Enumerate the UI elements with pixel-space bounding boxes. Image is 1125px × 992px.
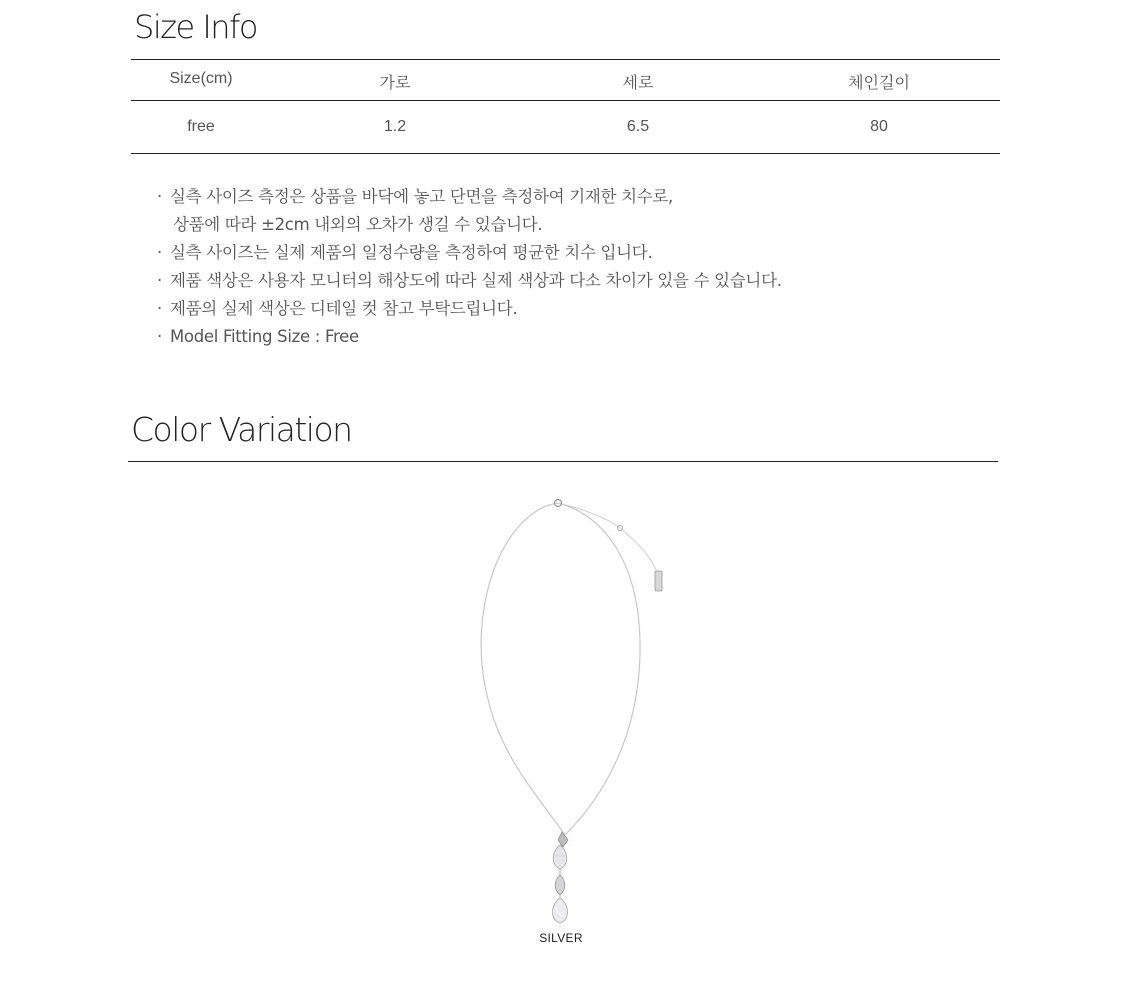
note-text: 제품의 실제 색상은 디테일 컷 참고 부탁드립니다. [170,299,518,318]
necklace-illustration [470,495,670,925]
crystal-drop-top [553,845,567,869]
bullet-dot: · [157,327,162,346]
note-text: 상품에 따라 ±2cm 내외의 오차가 생길 수 있습니다. [173,215,543,234]
note-item [157,295,782,323]
crystal-drop-middle [555,875,565,895]
note-text: 실측 사이즈 측정은 상품을 바닥에 놓고 단면을 측정하여 기재한 치수로, [170,187,673,206]
header-height: 세로 [622,75,654,92]
cell-chain-length: 80 [870,118,888,135]
bullet-dot: · [157,299,162,318]
extender-chain [558,503,658,575]
table-top-rule [131,59,1000,60]
extender-tag [655,571,662,591]
note-item [157,323,782,351]
note-text: 실측 사이즈는 실제 제품의 일정수량을 측정하여 평균한 치수 입니다. [170,243,653,262]
bullet-dot: · [157,243,162,262]
header-chain-length: 체인길이 [848,75,910,92]
necklace-chain [481,503,565,835]
necklace-image [470,495,670,925]
header-size-cm: Size(cm) [169,70,233,87]
table-bottom-rule [131,153,1000,154]
size-info-heading: Size Info [134,8,257,46]
table-header-rule [131,100,1000,101]
header-width: 가로 [379,75,411,92]
cell-height: 6.5 [626,118,650,135]
note-item [157,211,782,239]
color-variation-heading: Color Variation [131,410,352,449]
cell-size: free [187,118,215,135]
necklace-chain [558,503,640,835]
size-notes [157,183,782,351]
note-item [157,239,782,267]
note-item [157,267,782,295]
note-item [157,183,782,211]
crystal-drop-bottom [553,898,568,923]
note-text: 제품 색상은 사용자 모니터의 해상도에 따라 실제 색상과 다소 차이가 있을 수 있습니다. [170,271,782,290]
note-text: Model Fitting Size : Free [170,327,359,346]
color-variation-rule [128,461,998,462]
bullet-dot: · [157,271,162,290]
variant-label-silver: SILVER [539,931,583,945]
bullet-dot: · [157,187,162,206]
cell-width: 1.2 [383,118,407,135]
